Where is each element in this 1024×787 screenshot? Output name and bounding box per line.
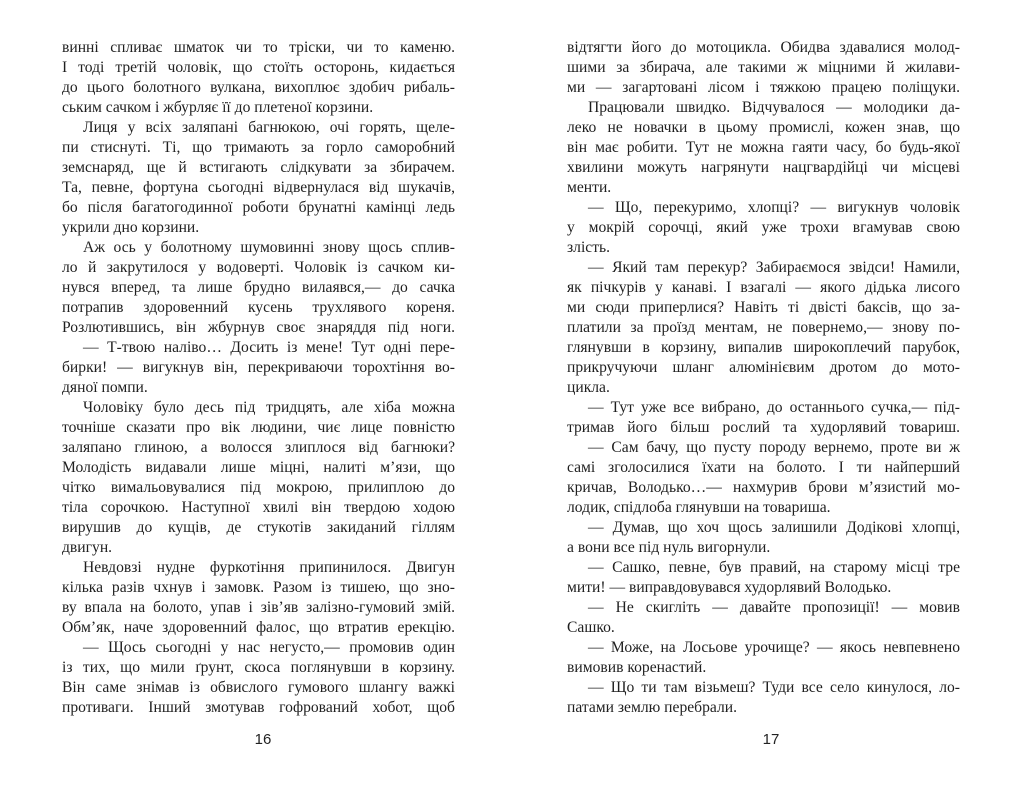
text-line: — Може, на Лосьове урочище? — якось невпевнено (588, 639, 960, 656)
text-line: Розлютившись, він жбурнув своє знаряддя під ноги. (62, 319, 455, 336)
text-line: бо після багатогодинної роботи брунатні камінці ледь (62, 199, 455, 216)
text-line: Невдовзі нудне фуркотіння припинилося. Двигун (83, 559, 455, 576)
text-line: Обм’як, наче здоровенний фалос, що втратив ерекцію. (62, 619, 455, 636)
text-line: — Що, перекуримо, хлопці? — вигукнув чоловік (588, 199, 960, 216)
text-line: хвилини можуть нагрянути нацгвардійці чи місцеві (567, 159, 960, 176)
text-line: Він саме знімав із обвислого гумового шлангу важкі (62, 679, 455, 696)
text-line: до цього болотного вулкана, вихоплює здобич рибаль- (62, 79, 455, 96)
text-line: — Який там перекур? Забираємося звідси! Намили, (588, 259, 960, 276)
text-line: дяної помпи. (62, 379, 148, 396)
text-line: винні спливає шматок чи то тріски, чи то каменю. (62, 39, 455, 56)
left-page-text (62, 38, 455, 718)
text-line: мити! — виправдовувався худорлявий Володько. (567, 579, 892, 596)
text-line: нувся вперед, та лише брудно вилаявся,— до сачка (62, 279, 455, 296)
text-line: — Сам бачу, що пусту породу вернемо, проте ви ж (588, 439, 960, 456)
text-line: укрили дно корзини. (62, 219, 200, 236)
text-line: глянувши в корзину, випалив широкоплечий парубок, (567, 339, 960, 356)
text-line: заляпано глиною, а волосся злиплося від багнюки? (62, 439, 455, 456)
text-line: леко не новачки в цьому промислі, кожен знав, що (567, 119, 960, 136)
text-line: тіла сорочкою. Наступної хвилі він твердою ходою (62, 499, 455, 516)
text-line: Лиця у всіх заляпані багнюкою, очі горять, щеле- (83, 119, 455, 136)
text-line: тримав його більш рослий та худорлявий товариш. (567, 419, 960, 436)
text-line: злість. (567, 239, 611, 256)
text-line: самі зголосилися їхати на болото. І ти найперший (567, 459, 960, 476)
text-line: — Тут уже все вибрано, до останнього сучка,— під- (588, 399, 960, 416)
text-line: Чоловіку було десь під тридцять, але хіба можна (83, 399, 455, 416)
text-line: він має робити. Тут не можна гаяти часу, бо будь-якої (567, 139, 960, 156)
text-line: І тоді третій чоловік, що стоїть осторонь, кидається (62, 59, 455, 76)
text-line: ським сачком і жбурляє її до плетеної корзини. (62, 99, 374, 116)
right-page (512, 0, 1024, 787)
page-number-right: 17 (762, 731, 780, 748)
text-line: бирки! — вигукнув він, перекриваючи торохтіння во- (62, 359, 455, 376)
text-line: із тих, що мили ґрунт, скоса поглянувши в корзину. (62, 659, 455, 676)
text-line: у мокрій сорочці, який уже трохи вгамував свою (567, 219, 960, 236)
text-line: Та, певне, фортуна сьогодні відвернулася від шукачів, (62, 179, 455, 196)
text-line: ло й закрутилося у водоверті. Чоловік із сачком ки- (62, 259, 455, 276)
text-line: пи стиснуті. Ті, що тримають за горло саморобний (62, 139, 455, 156)
text-line: чітко вимальовувалися під мокрою, прилиплою до (62, 479, 455, 496)
text-line: — Сашко, певне, був правий, на старому місці тре (588, 559, 960, 576)
text-line: — Що ти там візьмеш? Туди все село кинулося, ло- (588, 679, 960, 696)
right-page-text (567, 38, 960, 718)
text-line: ми — загартовані лісом і тяжкою працею поліщуки. (567, 79, 960, 96)
text-line: Аж ось у болотному шумовинні знову щось сплив- (83, 239, 455, 256)
text-line: кричав, Володько…— нахмурив брови м’язистий мо- (567, 479, 960, 496)
text-line: прикручуючи шланг алюмінієвим дротом до мото- (567, 359, 960, 376)
text-line: менти. (567, 179, 612, 196)
text-line: — Т-твою наліво… Досить із мене! Тут одні пере- (83, 339, 455, 356)
text-line: шими за збирача, але такими ж міцними й жилави- (567, 59, 960, 76)
text-line: вимовив коренастий. (567, 659, 707, 676)
text-line: Молодість видавали лише міцні, налиті м’язи, що (62, 459, 455, 476)
text-line: Сашко. (567, 619, 615, 636)
text-line: земснаряд, ще й встигають слідкувати за збирачем. (62, 159, 455, 176)
text-line: як пічкурів у канаві. І взагалі — якого дідька лисого (567, 279, 960, 296)
text-line: — Думав, що хоч щось залишили Додікові хлопці, (588, 519, 960, 536)
text-line: цикла. (567, 379, 610, 396)
text-line: — Не скигліть — давайте пропозиції! — мовив (588, 599, 960, 616)
text-line: патами землю перебрали. (567, 699, 737, 716)
text-line: противаги. Інший змотував гофрований хобот, щоб (62, 699, 455, 716)
text-line: ву впала на болото, упав і зів’яв залізно-гумовий змій. (62, 599, 455, 616)
text-line: платили за проїзд ментам, не повернемо,— знову по- (567, 319, 960, 336)
page-number-left: 16 (254, 731, 272, 748)
text-line: потрапив здоровенний кусень трухлявого кореня. (62, 299, 455, 316)
text-line: — Щось сьогодні у нас негусто,— промовив один (83, 639, 455, 656)
text-line: Працювали швидко. Відчувалося — молодики да- (588, 99, 960, 116)
text-line: точніше сказати про вік людини, чиє лице повністю (62, 419, 455, 436)
text-line: кілька разів чхнув і замовк. Разом із тишею, що зно- (62, 579, 455, 596)
text-line: двигун. (62, 539, 113, 556)
text-line: відтягти його до мотоцикла. Обидва здавалися молод- (567, 39, 960, 56)
text-line: лодик, спідлоба глянувши на товариша. (567, 499, 831, 516)
text-line: а вони все під нуль вигорнули. (567, 539, 771, 556)
text-line: ми сюди приперлися? Навіть ті двісті баксів, що за- (567, 299, 960, 316)
text-line: вирушив до кущів, де стукотів закиданий гіллям (62, 519, 455, 536)
